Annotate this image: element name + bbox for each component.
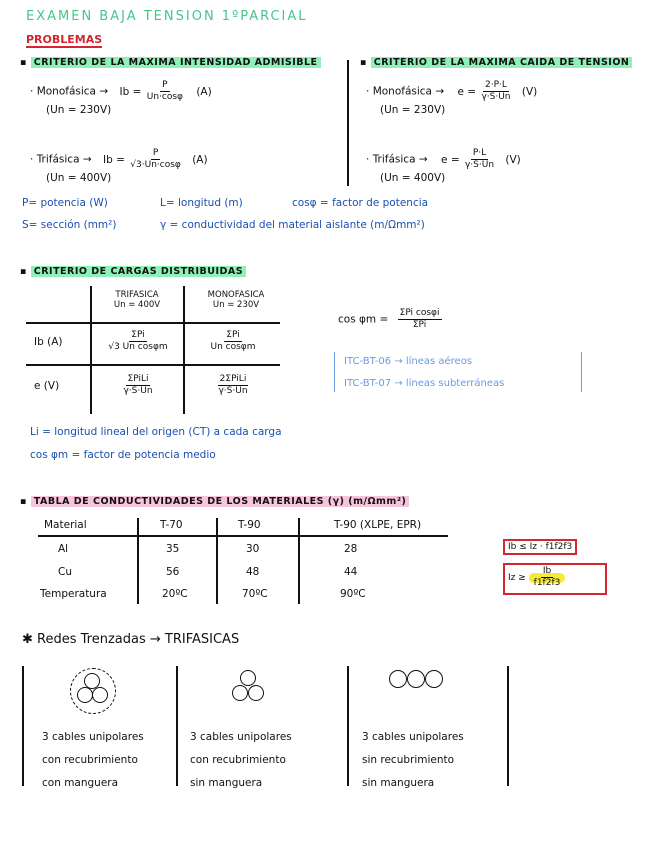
table2-ib-mono: $\frac{\text{ΣPi}}{\text{Un cosφm}}$ — [210, 330, 256, 352]
conductor-icon — [248, 685, 264, 701]
table3-header-line — [38, 535, 448, 537]
table3-vline-3 — [298, 518, 300, 604]
header-max-voltage-drop: ▪ CRITERIO DE LA MAXIMA CAIDA DE TENSION — [360, 57, 632, 68]
table3-row-cu-label: Cu — [58, 566, 72, 578]
table3-row-cu-t70: 56 — [166, 566, 180, 578]
conductor-icon — [240, 670, 256, 686]
table2-hline-1 — [26, 322, 280, 324]
legend-power: P= potencia (W) — [22, 197, 108, 209]
header-distributed-loads: ▪ CRITERIO DE CARGAS DISTRIBUIDAS — [20, 266, 246, 277]
table3-row-cu-t90x: 44 — [344, 566, 358, 578]
header-twisted-networks: ✱ Redes Trenzadas → TRIFASICAS — [22, 632, 240, 647]
header-conductivity-table: ▪ TABLA DE CONDUCTIVIDADES DE LOS MATERIALES (γ) (m/Ωmm²) — [20, 496, 409, 507]
table3-col-material: Material — [44, 519, 87, 531]
table2-col-mono: MONOFASICA Un = 230V — [207, 290, 265, 310]
table3-row-al-t90: 30 — [246, 543, 260, 555]
legend-length: L= longitud (m) — [160, 197, 243, 209]
table2-row-ib: Ib (A) — [34, 336, 63, 348]
e-mono-formula: · Monofásica → e = $\frac{2\cdot P\cdot L}{\gamma\cdot S\cdot Un}$ (V) — [366, 80, 538, 102]
legend-section: S= sección (mm²) — [22, 219, 117, 231]
cos-phi-m-formula: cos φm = $\frac{\text{ΣPi cosφi}}{\text{ΣPi}}$ — [338, 308, 440, 330]
note-li: Li = longitud lineal del origen (CT) a cada carga — [30, 426, 282, 438]
table2-row-e: e (V) — [34, 380, 60, 392]
cable-desc-2: 3 cables unipolares con recubrimiento sin manguera — [190, 731, 292, 789]
cable-desc-3: 3 cables unipolares sin recubrimiento sin manguera — [362, 731, 464, 789]
cables-vline-4 — [507, 666, 509, 786]
note-cos-m: cos φm = factor de potencia medio — [30, 449, 216, 461]
table2-col-tri: TRIFASICA Un = 400V — [113, 290, 161, 310]
cable-desc-1: 3 cables unipolares con recubrimiento con manguera — [42, 731, 144, 789]
table3-col-t70: T-70 — [160, 519, 183, 531]
conductor-icon — [407, 670, 425, 688]
itc-bt-06: ITC-BT-06 → líneas aéreos — [344, 356, 473, 367]
table3-row-temp-label: Temperatura — [40, 588, 107, 600]
table3-col-t90: T-90 — [238, 519, 261, 531]
table2-ib-tri: $\frac{\text{ΣPi}}{\text{√3 Un cosφm}}$ — [108, 330, 168, 352]
table2-hline-2 — [26, 364, 280, 366]
section-subtitle: PROBLEMAS — [26, 33, 103, 46]
conductor-icon — [389, 670, 407, 688]
conductor-icon — [77, 687, 93, 703]
itc-bt-07: ITC-BT-07 → líneas subterráneas — [344, 378, 505, 389]
conductor-icon — [232, 685, 248, 701]
header-max-intensity: ▪ CRITERIO DE LA MAXIMA INTENSIDAD ADMISIBLE — [20, 57, 321, 68]
table3-row-temp-t70: 20ºC — [162, 588, 188, 600]
un-tri-left: (Un = 400V) — [46, 172, 112, 184]
page-title: EXAMEN BAJA TENSION 1ºPARCIAL — [26, 9, 308, 24]
cables-vline-2 — [176, 666, 178, 786]
cables-vline-3 — [347, 666, 349, 786]
conductor-icon — [92, 687, 108, 703]
table3-row-al-t90x: 28 — [344, 543, 358, 555]
un-tri-right: (Un = 400V) — [380, 172, 446, 184]
table3-row-cu-t90: 48 — [246, 566, 260, 578]
legend-cos: cosφ = factor de potencia — [292, 197, 429, 209]
conductor-icon — [425, 670, 443, 688]
formula-box-iz: Iz ≥ $\frac{Ib}{f1f2f3}$ — [503, 563, 607, 595]
formula-box-ib: Ib ≤ Iz · f1f2f3 — [503, 539, 577, 555]
table2-e-tri: $\frac{\text{ΣPiLi}}{\gamma\cdot S\cdot Un}$ — [123, 374, 153, 396]
table3-row-al-t70: 35 — [166, 543, 180, 555]
table2-vline-1 — [90, 286, 92, 414]
un-mono-right: (Un = 230V) — [380, 104, 446, 116]
table3-col-t90-xlpe: T-90 (XLPE, EPR) — [334, 519, 422, 531]
e-tri-formula: · Trifásica → e = $\frac{P\cdot L}{\gamma\cdot S\cdot Un}$ (V) — [366, 148, 521, 170]
table3-row-al-label: Al — [58, 543, 69, 555]
table3-row-temp-t90: 70ºC — [242, 588, 268, 600]
un-mono-left: (Un = 230V) — [46, 104, 112, 116]
table3-vline-1 — [137, 518, 139, 604]
legend-conductivity: γ = conductividad del material aislante (m/Ωmm²) — [160, 219, 425, 231]
table2-vline-2 — [183, 286, 185, 414]
table3-row-temp-t90x: 90ºC — [340, 588, 366, 600]
ib-tri-formula: · Trifásica → Ib = $\frac{P}{√3\cdot Un\cdot\cos\varphi}$ (A) — [30, 148, 208, 170]
table2-e-mono: $\frac{\text{2ΣPiLi}}{\gamma\cdot S\cdot Un}$ — [218, 374, 248, 396]
ib-mono-formula: · Monofásica → Ib = $\frac{P}{Un\cdot\cos\varphi}$ (A) — [30, 80, 212, 102]
table3-vline-2 — [216, 518, 218, 604]
column-divider — [347, 60, 349, 186]
cables-vline-1 — [22, 666, 24, 786]
